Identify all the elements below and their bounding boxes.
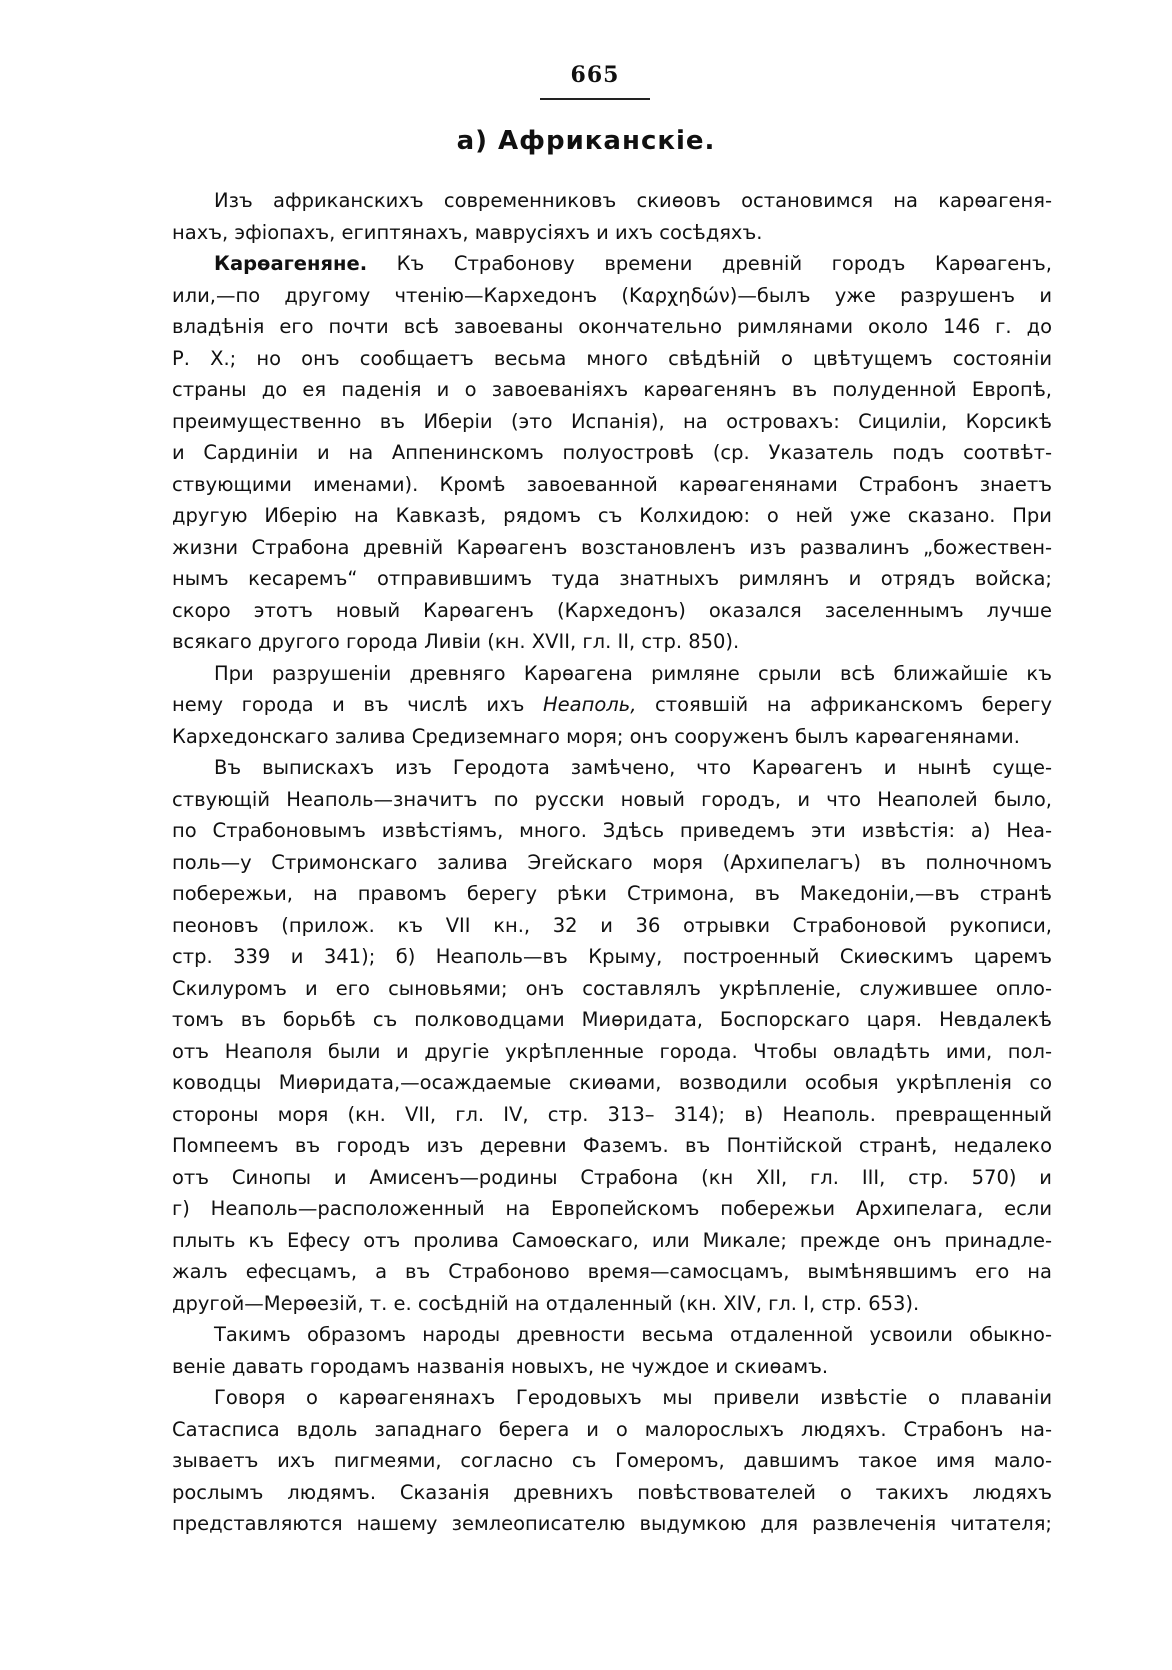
paragraph-lead: Карѳагеняне.	[214, 252, 368, 275]
text-line: Въ выпискахъ изъ Геродота замѣчено, что Карѳагенъ и нынѣ суще-	[214, 756, 1052, 779]
text-run: нему города и въ числѣ ихъ	[172, 693, 543, 716]
text-line: другой—Мерѳезій, т. е. сосѣдній на отдаленный (кн. XIV, гл. I, стр. 653).	[172, 1291, 920, 1315]
paragraph	[172, 752, 1052, 1319]
text-line: ководцы Миѳридата,—осаждаемые скиѳами, возводили особыя укрѣпленія со	[172, 1071, 1052, 1094]
text-line: преимущественно въ Иберіи (это Испанія), на островахъ: Сициліи, Корсикѣ	[172, 409, 1052, 433]
text-line: зываетъ ихъ пигмеями, согласно съ Гомеромъ, давшимъ такое имя мало-	[172, 1449, 1052, 1472]
paragraph	[172, 658, 1052, 753]
text-line: Скилуромъ и его сыновьями; онъ составлялъ укрѣпленіе, служившее опло-	[172, 976, 1052, 1000]
text-line: отъ Синопы и Амисенъ—родины Страбона (кн XII, гл. III, стр. 570) и	[172, 1165, 1052, 1189]
text-line: поль—у Стримонскаго залива Эгейскаго моря (Архипелагъ) въ полночномъ	[172, 850, 1052, 874]
text-line: Кархедонскаго залива Средиземнаго моря; онъ сооруженъ былъ карѳагенянами.	[172, 724, 1020, 748]
text-line: Помпеемъ въ городъ изъ деревни Фаземъ. въ Понтійской странѣ, недалеко	[172, 1134, 1052, 1157]
section-title: а) Африканскіе.	[456, 126, 716, 156]
text-line: стороны моря (кн. VII, гл. IV, стр. 313– 314); в) Неаполь. превращенный	[172, 1102, 1052, 1126]
text-line: Сатасписа вдоль западнаго берега и о малорослыхъ людяхъ. Страбонъ на-	[172, 1417, 1052, 1441]
text-run: Къ Страбонову времени древній городъ Карѳагенъ,	[367, 252, 1052, 275]
text-line: жизни Страбона древній Карѳагенъ возстановленъ изъ развалинъ „божествен-	[172, 535, 1052, 559]
text-line	[172, 689, 1052, 721]
paragraph	[172, 248, 1052, 658]
text-line: веніе давать городамъ названія новыхъ, не чуждое и скиѳамъ.	[172, 1354, 829, 1378]
italic-term: Неаполь,	[542, 693, 637, 716]
text-line: стр. 339 и 341); б) Неаполь—въ Крыму, построенный Скиѳскимъ царемъ	[172, 945, 1052, 968]
text-line: пеоновъ (прилож. къ VII кн., 32 и 36 отрывки Страбоновой рукописи,	[172, 913, 1052, 937]
text-line: побережьи, на правомъ берегу рѣки Стримона, въ Македоніи,—въ странѣ	[172, 882, 1052, 905]
text-line: или,—по другому чтенію—Кархедонъ (Καρχηδών)—былъ уже разрушенъ и	[172, 283, 1052, 307]
paragraph	[172, 1319, 1052, 1382]
text-line: ствующій Неаполь—значитъ по русски новый городъ, и что Неаполей было,	[172, 787, 1052, 811]
text-line: по Страбоновымъ извѣстіямъ, много. Здѣсь приведемъ эти извѣстія: а) Неа-	[172, 819, 1052, 842]
text-line: г) Неаполь—расположенный на Европейскомъ побережьи Архипелага, если	[172, 1197, 1052, 1220]
paragraph	[172, 185, 1052, 248]
text-line: Говоря о карѳагенянахъ Геродовыхъ мы привели извѣстіе о плаваніи	[214, 1386, 1052, 1409]
text-line: жалъ ефесцамъ, а въ Страбоново время—самосцамъ, вымѣнявшимъ его на	[172, 1260, 1052, 1283]
text-line: страны до ея паденія и о завоеваніяхъ карѳагенянъ въ полуденной Европѣ,	[172, 378, 1052, 401]
text-line: и Сардиніи и на Аппенинскомъ полуостровѣ (ср. Указатель подъ соотвѣт-	[172, 441, 1052, 464]
text-line: При разрушеніи древняго Карѳагена римляне срыли всѣ ближайшіе къ	[214, 661, 1052, 685]
text-line: нымъ кесаремъ“ отправившимъ туда знатныхъ римлянъ и отрядъ войска;	[172, 567, 1052, 590]
text-line: томъ въ борьбѣ съ полководцами Миѳридата, Боспорскаго царя. Невдалекѣ	[172, 1008, 1052, 1031]
text-line: ствующими именами). Кромѣ завоеванной карѳагенянами Страбонъ знаетъ	[172, 472, 1052, 496]
page-number-rule	[540, 98, 650, 100]
text-line: Такимъ образомъ народы древности весьма отдаленной усвоили обыкно-	[214, 1323, 1052, 1346]
text-run: стоявшій на африканскомъ берегу	[636, 693, 1052, 716]
text-line: владѣнія его почти всѣ завоеваны окончательно римлянами около 146 г. до	[172, 315, 1052, 338]
text-line: скоро этотъ новый Карѳагенъ (Кархедонъ) оказался заселеннымъ лучше	[172, 598, 1052, 622]
text-line: отъ Неаполя были и другіе укрѣпленные города. Чтобы овладѣть ими, пол-	[172, 1039, 1052, 1063]
text-line: рослымъ людямъ. Сказанія древнихъ повѣствователей о такихъ людяхъ	[172, 1480, 1052, 1504]
paragraph	[172, 1382, 1052, 1540]
page-number: 665	[570, 62, 620, 88]
text-line: Р. Х.; но онъ сообщаетъ весьма много свѣдѣній о цвѣтущемъ состояніи	[172, 346, 1052, 370]
text-line: Изъ африканскихъ современниковъ скиѳовъ остановимся на карѳагеня-	[214, 189, 1052, 212]
text-line	[172, 248, 1052, 280]
text-line: всякаго другого города Ливіи (кн. XVII, гл. II, стр. 850).	[172, 630, 740, 653]
text-line: другую Иберію на Кавказѣ, рядомъ съ Колхидою: о ней уже сказано. При	[172, 504, 1052, 527]
text-line: представляются нашему землеописателю выдумкою для развлеченія читателя;	[172, 1512, 1052, 1535]
text-line: плыть къ Ефесу отъ пролива Самоѳскаго, или Микале; прежде онъ принадле-	[172, 1228, 1052, 1252]
body-text	[172, 185, 1052, 1540]
text-line: нахъ, эфіопахъ, египтянахъ, маврусіяхъ и ихъ сосѣдяхъ.	[172, 220, 763, 244]
